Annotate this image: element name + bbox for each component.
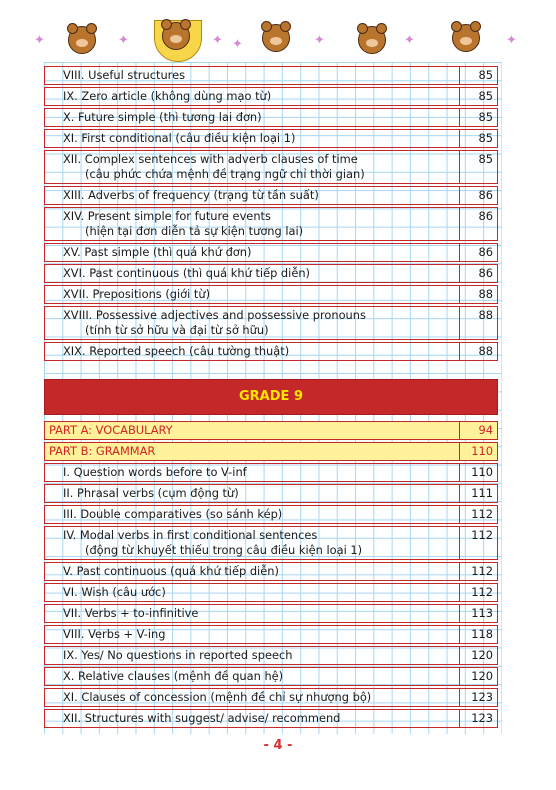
toc-entry-page: 86 bbox=[459, 187, 497, 204]
toc-entry-subtitle: (câu phức chứa mệnh đề trạng ngữ chỉ thời gian) bbox=[85, 167, 365, 181]
toc-entry-title: PART B: GRAMMAR bbox=[49, 444, 156, 458]
star-icon: ✦ bbox=[404, 33, 415, 48]
toc-row[interactable] bbox=[44, 625, 498, 644]
toc-entry-subtitle: (động từ khuyết thiếu trong câu điều kiện loại 1) bbox=[85, 543, 363, 557]
toc-row[interactable] bbox=[44, 186, 498, 205]
toc-entry-page: 112 bbox=[459, 584, 497, 601]
toc-entry-title: XI. Clauses of concession (mệnh đề chỉ sự nhượng bộ) bbox=[63, 690, 372, 704]
toc-row[interactable] bbox=[44, 264, 498, 283]
toc-entry-page: 86 bbox=[459, 208, 497, 240]
toc-row[interactable] bbox=[44, 306, 498, 340]
grade9-parts bbox=[44, 421, 498, 461]
toc-entry-page: 88 bbox=[459, 343, 497, 360]
toc-entry-page: 110 bbox=[459, 443, 497, 460]
toc-entry-page: 113 bbox=[459, 605, 497, 622]
toc-entry-title: XV. Past simple (thì quá khứ đơn) bbox=[63, 245, 252, 259]
bear-icon bbox=[162, 22, 190, 50]
toc-entry-title: IX. Zero article (không dùng mạo từ) bbox=[63, 89, 272, 103]
toc-entry-page: 112 bbox=[459, 563, 497, 580]
toc-entry-title: X. Future simple (thì tương lai đơn) bbox=[63, 110, 262, 124]
part-row[interactable] bbox=[44, 421, 498, 440]
toc-entry-title: VIII. Verbs + V-ing bbox=[63, 627, 166, 641]
toc-entry-page: 120 bbox=[459, 647, 497, 664]
toc-entry-title: II. Phrasal verbs (cụm động từ) bbox=[63, 486, 239, 500]
toc-entry-page: 86 bbox=[459, 244, 497, 261]
toc-row[interactable] bbox=[44, 129, 498, 148]
star-icon: ✦ bbox=[34, 33, 45, 48]
page-number: - 4 - bbox=[263, 738, 293, 753]
toc-entry-subtitle: (tính từ sở hữu và đại từ sở hữu) bbox=[85, 323, 269, 337]
table-of-contents bbox=[44, 66, 498, 730]
toc-row[interactable] bbox=[44, 688, 498, 707]
toc-entry-page: 112 bbox=[459, 527, 497, 559]
toc-entry-page: 88 bbox=[459, 286, 497, 303]
part-row[interactable] bbox=[44, 442, 498, 461]
toc-row[interactable] bbox=[44, 463, 498, 482]
toc-row[interactable] bbox=[44, 66, 498, 85]
toc-entry-title: XIII. Adverbs of frequency (trạng từ tần suất) bbox=[63, 188, 319, 202]
toc-row[interactable] bbox=[44, 484, 498, 503]
toc-entry-page: 110 bbox=[459, 464, 497, 481]
toc-entry-title: X. Relative clauses (mệnh đề quan hệ) bbox=[63, 669, 284, 683]
toc-row[interactable] bbox=[44, 583, 498, 602]
toc-entry-title: IV. Modal verbs in first conditional sentences bbox=[63, 528, 318, 542]
toc-entry-page: 118 bbox=[459, 626, 497, 643]
toc-entry-page: 112 bbox=[459, 506, 497, 523]
toc-row[interactable] bbox=[44, 562, 498, 581]
toc-row[interactable] bbox=[44, 285, 498, 304]
toc-entry-title: VIII. Useful structures bbox=[63, 68, 186, 82]
grade9-list bbox=[44, 463, 498, 728]
bear-icon bbox=[358, 26, 386, 54]
toc-entry-title: XII. Structures with suggest/ advise/ recommend bbox=[63, 711, 341, 725]
toc-entry-title: PART A: VOCABULARY bbox=[49, 423, 173, 437]
star-icon: ✦ bbox=[506, 33, 517, 48]
toc-row[interactable] bbox=[44, 243, 498, 262]
toc-entry-title: III. Double comparatives (so sánh kép) bbox=[63, 507, 283, 521]
grade1-list bbox=[44, 66, 498, 361]
toc-entry-page: 88 bbox=[459, 307, 497, 339]
toc-entry-title: VII. Verbs + to-infinitive bbox=[63, 606, 199, 620]
toc-entry-page: 85 bbox=[459, 67, 497, 84]
star-icon: ✦ bbox=[232, 37, 243, 52]
toc-row[interactable] bbox=[44, 526, 498, 560]
decorative-header bbox=[0, 0, 556, 60]
toc-entry-page: 94 bbox=[459, 422, 497, 439]
toc-row[interactable] bbox=[44, 646, 498, 665]
toc-row[interactable] bbox=[44, 604, 498, 623]
toc-row[interactable] bbox=[44, 207, 498, 241]
star-icon: ✦ bbox=[212, 33, 223, 48]
toc-row[interactable] bbox=[44, 150, 498, 184]
star-icon: ✦ bbox=[314, 33, 325, 48]
toc-entry-title: V. Past continuous (quá khứ tiếp diễn) bbox=[63, 564, 279, 578]
toc-entry-page: 85 bbox=[459, 88, 497, 105]
toc-entry-title: XI. First conditional (câu điều kiện loại 1) bbox=[63, 131, 296, 145]
toc-row[interactable] bbox=[44, 108, 498, 127]
toc-entry-title: I. Question words before to V-inf bbox=[63, 465, 247, 479]
toc-entry-title: IX. Yes/ No questions in reported speech bbox=[63, 648, 293, 662]
toc-entry-title: XVI. Past continuous (thì quá khứ tiếp diễn) bbox=[63, 266, 310, 280]
toc-row[interactable] bbox=[44, 709, 498, 728]
toc-entry-title: XIX. Reported speech (câu tường thuật) bbox=[63, 344, 290, 358]
toc-entry-page: 85 bbox=[459, 130, 497, 147]
bear-icon bbox=[68, 26, 96, 54]
toc-row[interactable] bbox=[44, 87, 498, 106]
toc-entry-title: VI. Wish (câu ước) bbox=[63, 585, 166, 599]
toc-entry-title: XIV. Present simple for future events bbox=[63, 209, 271, 223]
toc-entry-title: XII. Complex sentences with adverb clauses of time bbox=[63, 152, 358, 166]
toc-entry-title: XVII. Prepositions (giới từ) bbox=[63, 287, 211, 301]
grade-heading-label: GRADE 9 bbox=[239, 389, 303, 404]
toc-entry-page: 123 bbox=[459, 710, 497, 727]
toc-entry-page: 85 bbox=[459, 109, 497, 126]
toc-entry-page: 120 bbox=[459, 668, 497, 685]
toc-row[interactable] bbox=[44, 667, 498, 686]
bear-icon bbox=[262, 24, 290, 52]
toc-entry-page: 123 bbox=[459, 689, 497, 706]
toc-entry-page: 86 bbox=[459, 265, 497, 282]
toc-row[interactable] bbox=[44, 342, 498, 361]
grade-heading bbox=[44, 379, 498, 415]
toc-entry-page: 111 bbox=[459, 485, 497, 502]
toc-row[interactable] bbox=[44, 505, 498, 524]
toc-entry-page: 85 bbox=[459, 151, 497, 183]
star-icon: ✦ bbox=[118, 33, 129, 48]
toc-entry-subtitle: (hiện tại đơn diễn tả sự kiện tương lai) bbox=[85, 224, 304, 238]
toc-entry-title: XVIII. Possessive adjectives and possessive pronouns bbox=[63, 308, 366, 322]
bear-icon bbox=[452, 24, 480, 52]
